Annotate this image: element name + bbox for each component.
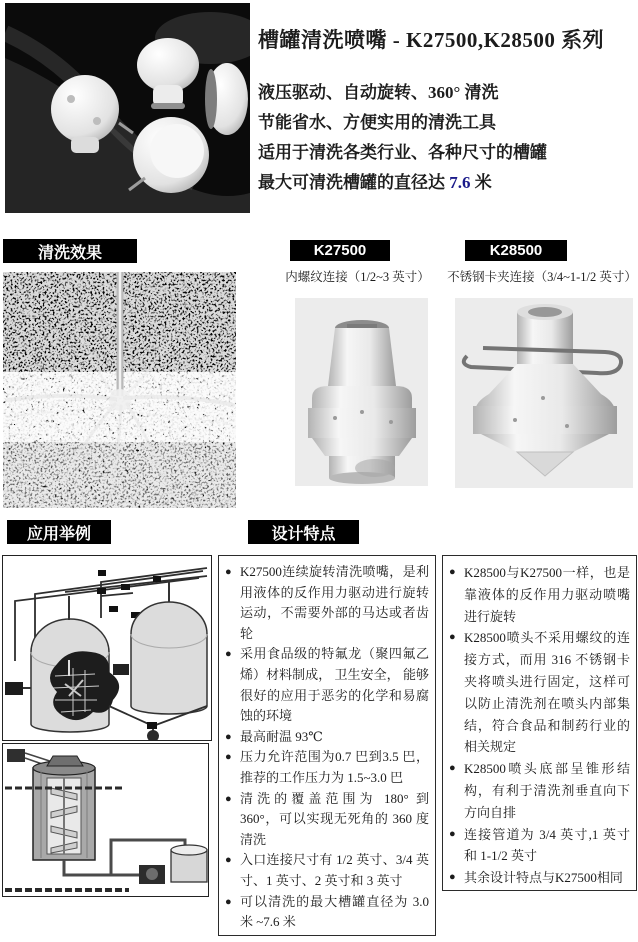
feature-text: 连接管道为 3/4 英寸,1 英寸和 1-1/2 英寸 xyxy=(464,826,630,864)
feature-item xyxy=(225,727,429,748)
nozzle-group-photo-image xyxy=(5,3,250,213)
k27500-photo xyxy=(295,298,428,486)
feature-line: 节能省水、方便实用的清洗工具 xyxy=(258,113,496,132)
bullet-icon: ● xyxy=(449,566,456,578)
feature-text: 采用食品级的特氟龙（聚四氟乙烯）材料制成， 卫生安全， 能够很好的应用于恶劣的化学和易腐蚀的环境 xyxy=(240,646,429,724)
feature-line: 适用于清洗各类行业、各种尺寸的槽罐 xyxy=(258,143,547,162)
k27500-features-list xyxy=(225,562,429,933)
spray-effect-photo-image xyxy=(3,272,236,508)
feature-item xyxy=(449,758,630,823)
bullet-icon: ● xyxy=(225,792,232,805)
nozzle-group-photo xyxy=(5,3,250,213)
feature-item xyxy=(449,627,630,758)
feature-item xyxy=(225,644,429,726)
feature-item xyxy=(449,867,630,889)
feature-text: K28500喷头不采用螺纹的连接方式，而用 316 不锈钢卡夹将喷头进行固定，这样可以防止清洗剂在喷头内部集结，符合食品和制药行业的相关规定 xyxy=(464,630,630,755)
k28500-label: K28500 xyxy=(465,240,567,261)
k28500-photo-image xyxy=(455,298,633,488)
feature-line: 液压驱动、自动旋转、360° 清洗 xyxy=(258,83,499,102)
bullet-icon: ● xyxy=(225,648,232,661)
feature-item xyxy=(225,892,429,933)
feature-lines xyxy=(258,78,547,168)
k28500-features-list xyxy=(449,562,630,889)
feature-text: 入口连接尺寸有 1/2 英寸、3/4 英寸、1 英寸、2 英寸和 3 英寸 xyxy=(240,852,429,888)
feature-text: 可以清洗的最大槽罐直径为 3.0 米 ~7.6 米 xyxy=(240,893,429,930)
feature-text: 其余设计特点与K27500相同 xyxy=(464,870,623,886)
feature-text: 压力允许范围为0.7 巴到3.5 巴，推荐的工作压力为 1.5~3.0 巴 xyxy=(240,749,429,785)
k27500-photo-image xyxy=(295,298,428,486)
feature-text: K28500与K27500一样，也是靠液体的反作用力驱动喷嘴进行旋转 xyxy=(464,565,630,624)
application-figure-tanks-image xyxy=(3,556,211,740)
bullet-icon: ● xyxy=(225,730,232,743)
feature-item xyxy=(225,747,429,788)
diameter-line xyxy=(258,168,492,198)
feature-item xyxy=(449,824,630,868)
applications-label: 应用举例 xyxy=(7,520,111,544)
k27500-features-box xyxy=(218,555,436,936)
k27500-label: K27500 xyxy=(290,240,390,261)
cleaning-effect-label: 清洗效果 xyxy=(3,239,137,263)
diameter-prefix: 最大可清洗槽罐的直径达 xyxy=(258,173,450,192)
bullet-icon: ● xyxy=(225,854,232,867)
bullet-icon: ● xyxy=(449,762,456,775)
feature-text: K27500连续旋转清洗喷嘴，是利用液体的反作用力驱动进行旋转运动，不需要外部的马达或者齿轮 xyxy=(240,564,429,641)
feature-item xyxy=(225,850,429,891)
bullet-icon: ● xyxy=(449,871,456,884)
application-figure-process-image xyxy=(3,744,208,896)
bullet-icon: ● xyxy=(449,631,456,644)
page-title: 槽罐清洗喷嘴 - K27500,K28500 系列 xyxy=(258,28,605,52)
spray-effect-photo xyxy=(3,272,236,508)
bullet-icon: ● xyxy=(225,751,232,764)
feature-text: 清洗的覆盖范围为 180° 到 360°，可以实现无死角的 360 度清洗 xyxy=(240,790,429,847)
feature-item xyxy=(449,562,630,627)
k28500-features-box xyxy=(442,555,637,891)
k28500-subtitle: 不锈钢卡夹连接（3/4~1-1/2 英寸） xyxy=(447,270,637,284)
application-figure-tanks xyxy=(2,555,212,741)
feature-item xyxy=(225,789,429,851)
design-features-label: 设计特点 xyxy=(248,520,359,544)
bullet-icon: ● xyxy=(449,827,456,840)
k28500-photo xyxy=(455,298,633,488)
bullet-icon: ● xyxy=(225,895,232,908)
bullet-icon: ● xyxy=(225,566,232,578)
application-figure-process xyxy=(2,743,209,897)
feature-text: K28500喷头底部呈锥形结构，有利于清洗剂垂直向下方向自排 xyxy=(464,761,630,820)
diameter-suffix: 米 xyxy=(470,173,492,192)
feature-text: 最高耐温 93℃ xyxy=(240,728,323,744)
k27500-subtitle: 内螺纹连接（1/2~3 英寸） xyxy=(285,270,430,284)
feature-item xyxy=(225,562,429,644)
diameter-value: 7.6 xyxy=(449,173,471,192)
